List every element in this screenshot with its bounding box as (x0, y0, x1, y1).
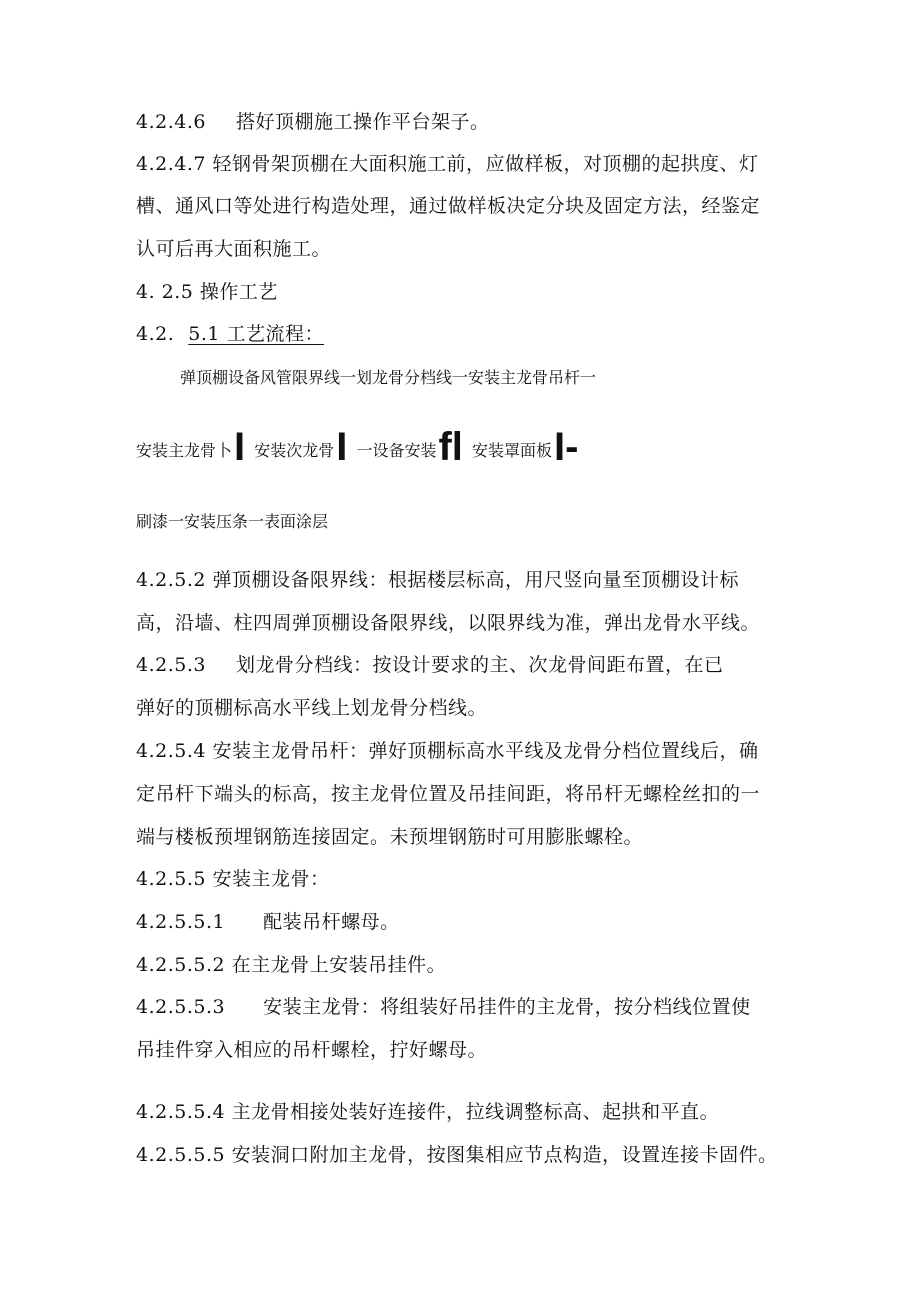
paragraph-4-2-5-4-line1: 4.2.5.4 安装主龙骨吊杆：弹好顶棚标高水平线及龙骨分档位置线后，确 (136, 740, 759, 762)
flow-symbol: fl (438, 425, 463, 469)
paragraph-4-2-5-5-4: 4.2.5.5.4 主龙骨相接处装好连接件，拉线调整标高、起拱和平直。 (136, 1101, 720, 1123)
paragraph-4-2-4-7-line1: 4.2.4.7 轻钢骨架顶棚在大面积施工前，应做样板，对顶棚的起拱度、灯 (136, 153, 759, 175)
paragraph-text: 划龙骨分档线：按设计要求的主、次龙骨间距布置，在已 (235, 654, 724, 676)
paragraph-4-2-5-4-line2: 定吊杆下端头的标高，按主龙骨位置及吊挂间距，将吊杆无螺栓丝扣的一 (136, 783, 761, 805)
flow-line-1: 弹顶棚设备风管限界线一划龙骨分档线一安装主龙骨吊杆一 (180, 368, 597, 387)
paragraph-4-2-5-5-2: 4.2.5.5.2 在主龙骨上安装吊挂件。 (136, 954, 447, 976)
paragraph-4-2-4-7-line2: 槽、通风口等处进行构造处理，通过做样板决定分块及固定方法，经鉴定 (136, 195, 761, 217)
section-number: 4.2.5.5.1 (136, 911, 226, 933)
flow-symbol: I (336, 425, 348, 469)
flow-step: 一设备安装 (356, 441, 437, 460)
flow-symbol: I (234, 425, 246, 469)
paragraph-4-2-5-3-line1 (136, 656, 724, 675)
paragraph-4-2-5-5-3-line1 (136, 998, 751, 1017)
flow-step: 安装罩面板 (472, 441, 553, 460)
paragraph-4-2-5-4-line3: 端与楼板预埋钢筋连接固定。未预埋钢筋时可用膨胀螺栓。 (136, 826, 644, 848)
paragraph-4-2-4-7-line3: 认可后再大面积施工。 (136, 238, 332, 260)
paragraph-4-2-5-5-3-line2: 吊挂件穿入相应的吊杆螺栓，拧好螺母。 (136, 1039, 488, 1061)
paragraph-text: 安装主龙骨：将组装好吊挂件的主龙骨，按分档线位置使 (263, 996, 751, 1018)
paragraph-4-2-5-5-5: 4.2.5.5.5 安装洞口附加主龙骨，按图集相应节点构造，设置连接卡固件。 (136, 1144, 778, 1166)
heading-4-2-5-1 (136, 325, 324, 344)
paragraph-text: 配装吊杆螺母。 (263, 911, 400, 933)
flow-line-3: 刷漆一安装压条一表面涂层 (136, 512, 329, 531)
section-number: 4.2. (136, 323, 175, 345)
section-number: 4.2.5.3 (136, 654, 206, 676)
paragraph-4-2-5-2-line1: 4.2.5.2 弹顶棚设备限界线：根据楼层标高，用尺竖向量至顶棚设计标 (136, 569, 740, 591)
section-number: 4.2.5.5.3 (136, 996, 226, 1018)
paragraph-4-2-5-3-line2: 弹好的顶棚标高水平线上划龙骨分档线。 (136, 697, 488, 719)
paragraph-4-2-4-6 (136, 113, 490, 132)
flow-line-2 (136, 425, 582, 470)
flow-step: 安装主龙骨卜 (136, 441, 233, 460)
paragraph-text: 搭好顶棚施工操作平台架子。 (235, 111, 490, 133)
section-number: 4.2.4.6 (136, 111, 206, 133)
heading-4-2-5: 4. 2.5 操作工艺 (136, 281, 278, 303)
heading-4-2-5-5: 4.2.5.5 安装主龙骨： (136, 868, 330, 890)
heading-text: 5.1 工艺流程： (188, 323, 325, 345)
paragraph-4-2-5-5-1 (136, 913, 400, 932)
paragraph-4-2-5-2-line2: 高，沿墙、柱四周弹顶棚设备限界线，以限界线为准，弹出龙骨水平线。 (136, 612, 761, 634)
flow-symbol: I- (554, 425, 579, 469)
flow-step: 安装次龙骨 (254, 441, 335, 460)
